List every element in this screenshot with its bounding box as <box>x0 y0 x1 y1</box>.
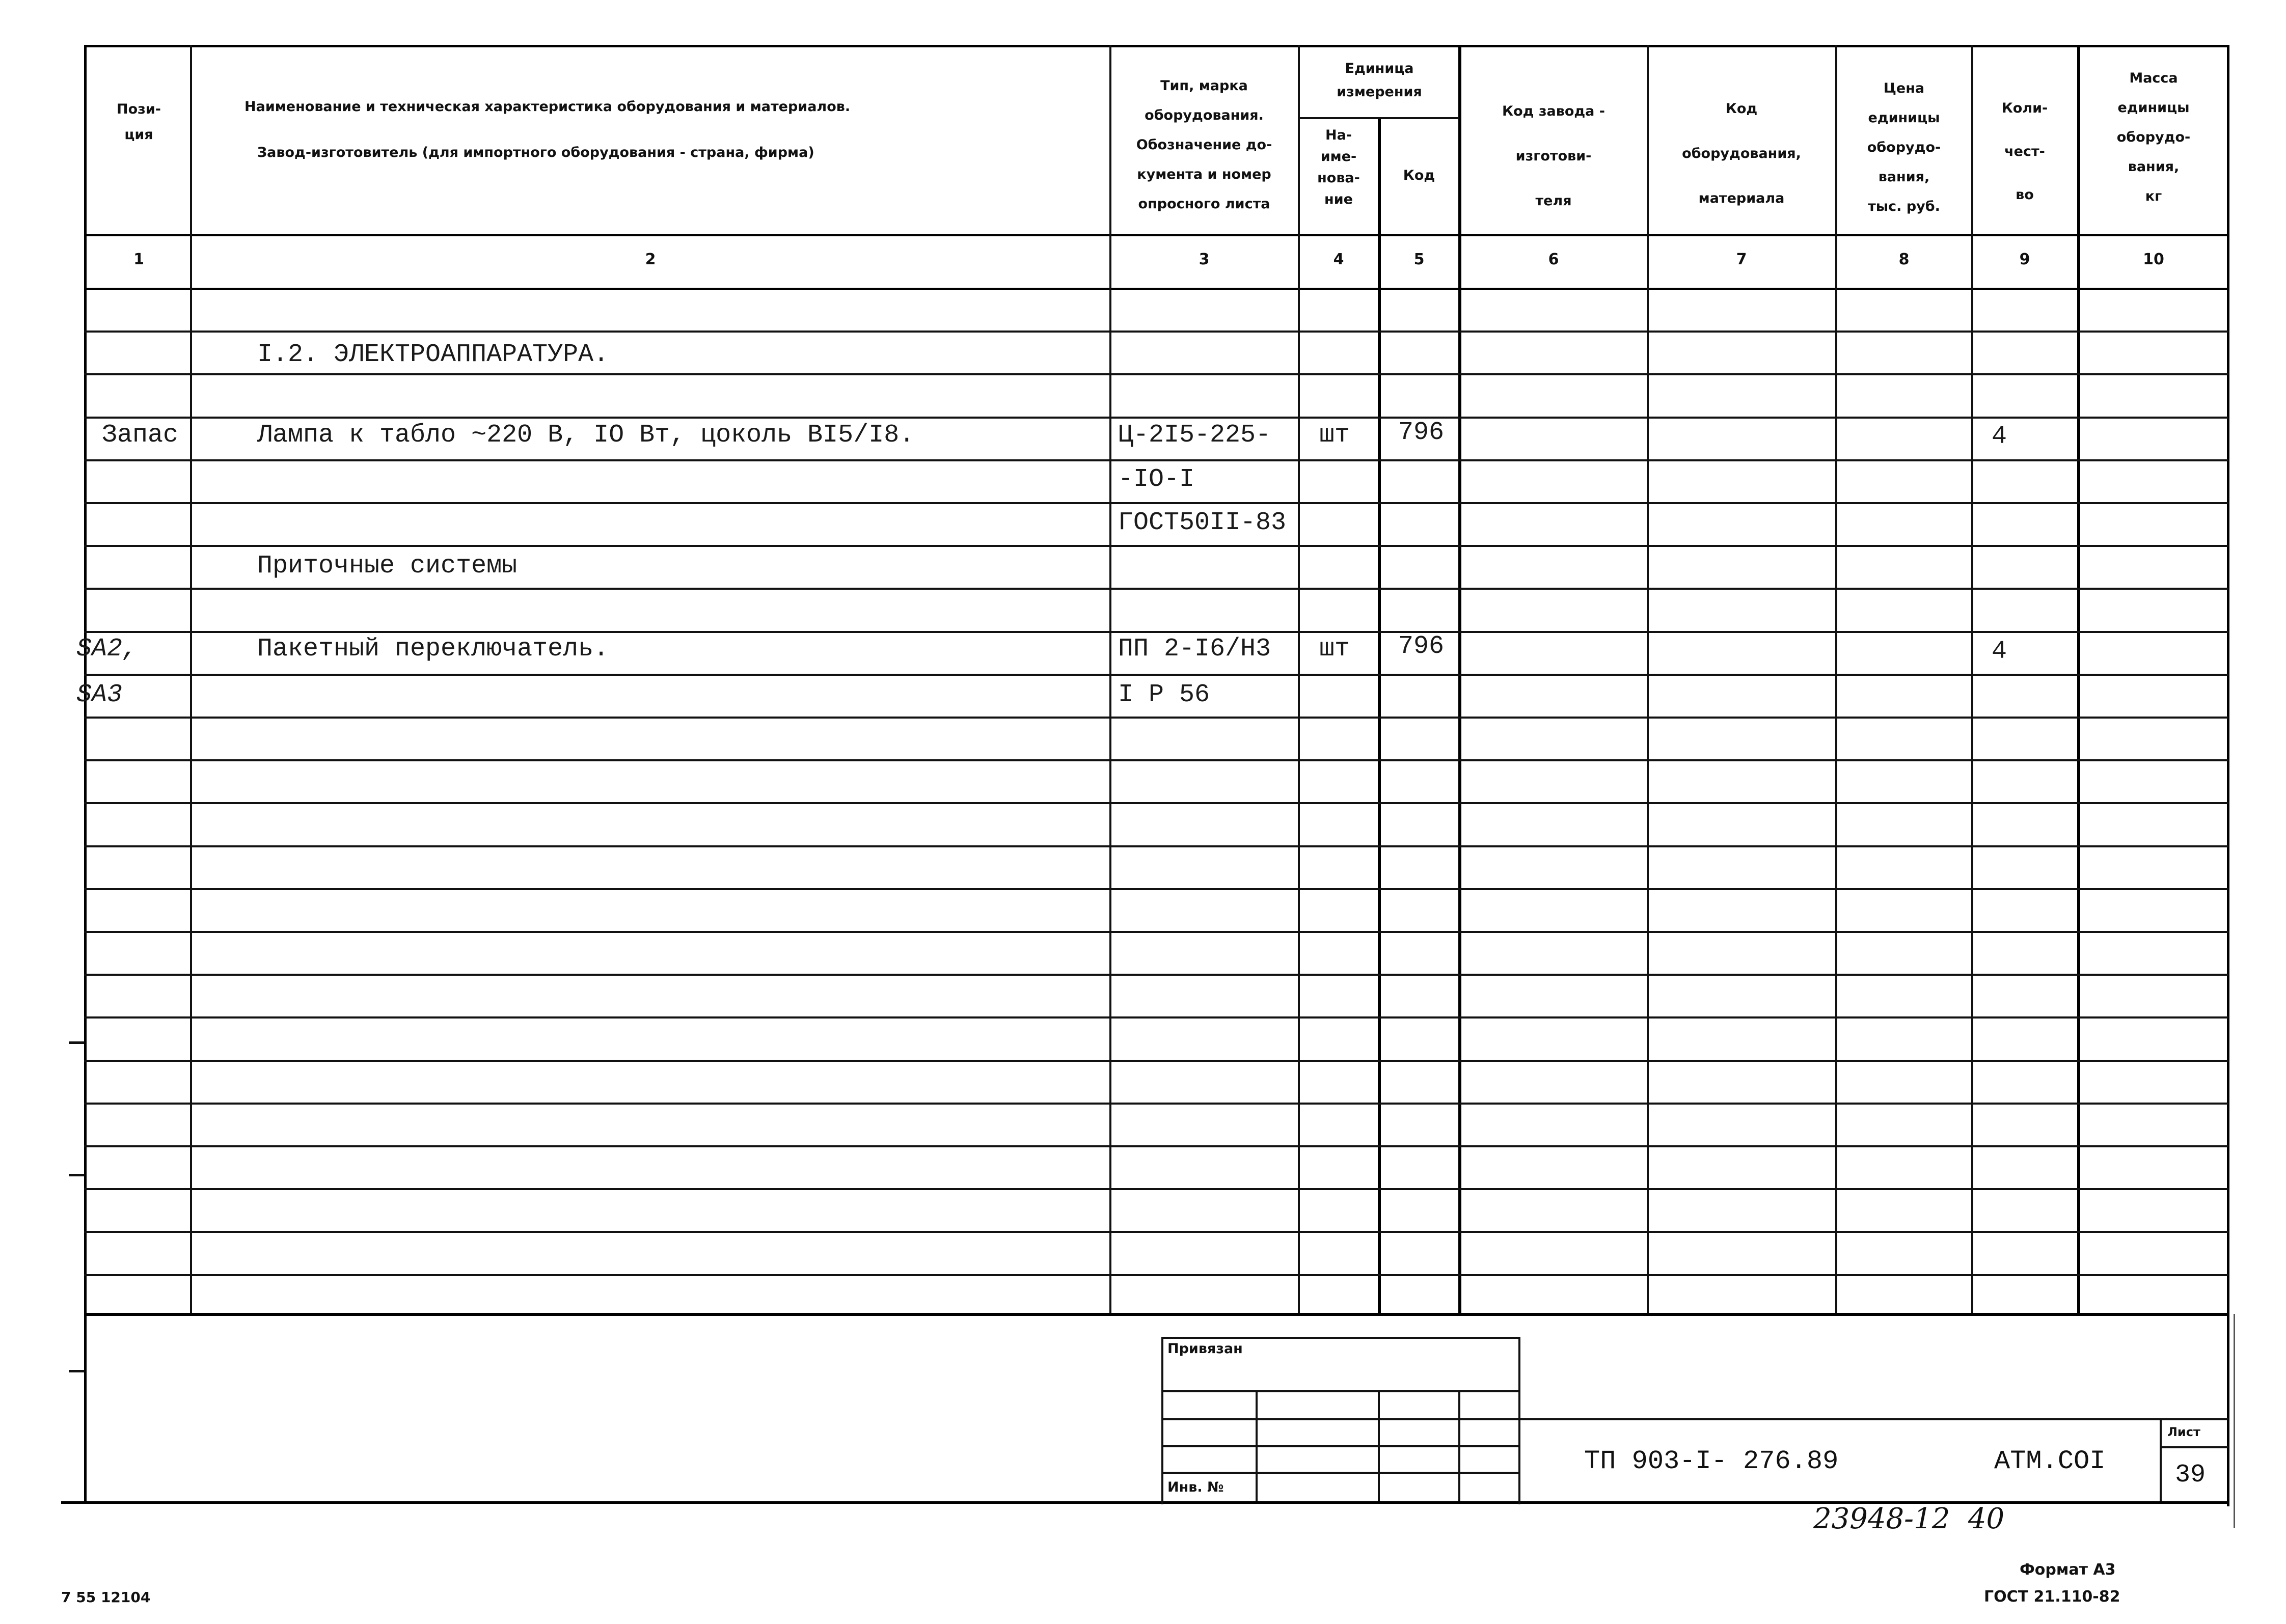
colnum-4: 4 <box>1333 251 1344 268</box>
row-line <box>84 888 2228 890</box>
colnum-9: 9 <box>2019 251 2030 268</box>
row-line <box>84 1231 2228 1233</box>
title-block-top <box>1516 1418 2228 1420</box>
sheet-label: Лист <box>2167 1425 2200 1439</box>
stamp-line <box>1161 1418 1518 1420</box>
header-price: Цена единицы оборудо- вания, тыс. руб. <box>1867 80 1941 214</box>
colnum-5: 5 <box>1413 251 1425 268</box>
stamp-line <box>1458 1390 1460 1501</box>
colnum-3: 3 <box>1199 251 1210 268</box>
document-mark: АТМ.СОI <box>1994 1446 2106 1476</box>
row-unit: шт <box>1319 635 1350 664</box>
header-bottom <box>84 234 2228 236</box>
header-factory-code: Код завода - изготови- теля <box>1502 103 1605 209</box>
row-line <box>84 931 2228 933</box>
colnum-7: 7 <box>1736 251 1747 268</box>
row-line <box>84 845 2228 847</box>
stamp-inv-label: Инв. № <box>1167 1479 1224 1495</box>
header-unit-name: На- име- нова- ние <box>1317 127 1360 207</box>
stamp-line <box>1161 1390 1518 1392</box>
sheet-label-line <box>2160 1446 2228 1448</box>
header-equipment-code: Код оборудования, материала <box>1682 101 1801 206</box>
stamp-privyazan-label: Привязан <box>1167 1341 1243 1357</box>
frame-top <box>84 45 2228 47</box>
col-sep-5 <box>1458 45 1461 1314</box>
header-quantity: Коли- чест- во <box>2001 100 2048 203</box>
row-line <box>84 417 2228 419</box>
stamp-line <box>1256 1390 1258 1501</box>
header-type: Тип, марка оборудования. Обозначение до- кумента и номер опросного листа <box>1136 78 1272 212</box>
print-code: 7 55 12104 <box>61 1589 151 1606</box>
row-line <box>84 1145 2228 1147</box>
header-name-line1: Наименование и техническая характеристика оборудования и материалов. <box>244 99 851 115</box>
row-name: Приточные системы <box>257 552 518 581</box>
row-line <box>84 1016 2228 1019</box>
header-position: Пози- ция <box>117 101 161 143</box>
row-line <box>84 674 2228 676</box>
row-line <box>84 373 2228 375</box>
col-sep-9 <box>2077 45 2080 1314</box>
header-unit-code: Код <box>1403 168 1435 183</box>
row-line <box>84 802 2228 804</box>
unit-group-divider <box>1298 117 1459 119</box>
gost-label: ГОСТ 21.110-82 <box>1984 1588 2120 1606</box>
stamp-line <box>1378 1390 1380 1501</box>
row-line <box>84 1103 2228 1105</box>
col-sep-1 <box>190 45 192 1314</box>
frame-left <box>84 45 87 1502</box>
row-quantity: 4 <box>1992 637 2007 666</box>
row-unit-code: 796 <box>1398 632 1445 661</box>
row-name: Пакетный переключатель. <box>257 635 609 664</box>
row-type: ГОСТ50II-83 <box>1118 508 1287 537</box>
row-line <box>84 1060 2228 1062</box>
margin-mark <box>69 1041 84 1044</box>
row-type: I P 56 <box>1118 680 1210 709</box>
margin-mark <box>2234 1314 2235 1528</box>
col-sep-4 <box>1378 117 1381 1314</box>
row-line <box>84 588 2228 590</box>
colnum-2: 2 <box>645 251 656 268</box>
col-sep-3 <box>1298 45 1300 1314</box>
frame-right <box>2227 45 2229 1506</box>
colnum-10: 10 <box>2143 251 2164 268</box>
margin-mark <box>69 1370 84 1372</box>
row-quantity: 4 <box>1992 422 2007 451</box>
row-position: Запас <box>102 421 179 450</box>
numbers-row-bottom <box>84 288 2228 290</box>
margin-mark <box>69 1174 84 1176</box>
row-line <box>84 974 2228 976</box>
row-line <box>84 759 2228 761</box>
row-position: SA2, <box>76 635 138 664</box>
col-sep-2 <box>1109 45 1111 1314</box>
table-bottom <box>84 1313 2228 1316</box>
header-mass: Масса единицы оборудо- вания, кг <box>2116 70 2191 204</box>
header-unit-group: Единица измерения <box>1337 61 1422 100</box>
row-line <box>84 502 2228 504</box>
row-name: I.2. ЭЛЕКТРОАППАРАТУРА. <box>257 340 609 369</box>
stamp-line <box>1161 1445 1518 1447</box>
row-type: -IO-I <box>1118 465 1195 494</box>
col-sep-7 <box>1835 45 1837 1314</box>
row-type: Ц-2I5-225- <box>1118 421 1271 450</box>
row-name: Лампа к табло ~220 В, IO Вт, цоколь BI5/I8. <box>257 421 915 450</box>
row-unit-code: 796 <box>1398 418 1445 447</box>
row-line <box>84 459 2228 461</box>
row-line <box>84 1274 2228 1276</box>
row-line <box>84 717 2228 719</box>
header-name-line2: Завод-изготовитель (для импортного оборудования - страна, фирма) <box>257 145 814 160</box>
row-unit: шт <box>1319 421 1350 450</box>
col-sep-8 <box>1971 45 1973 1314</box>
document-code: ТП 903-I- 276.89 <box>1584 1446 1839 1476</box>
sheet-number: 39 <box>2175 1461 2206 1490</box>
colnum-1: 1 <box>133 251 144 268</box>
row-type: ПП 2-I6/Н3 <box>1118 635 1271 664</box>
row-line <box>84 545 2228 547</box>
format-label: Формат А3 <box>2020 1561 2116 1579</box>
row-line <box>84 331 2228 333</box>
col-sep-6 <box>1647 45 1649 1314</box>
row-line <box>84 1188 2228 1190</box>
colnum-8: 8 <box>1898 251 1910 268</box>
stamp-line <box>1161 1472 1518 1474</box>
row-line <box>84 631 2228 633</box>
row-position: SA3 <box>76 680 123 709</box>
colnum-6: 6 <box>1548 251 1559 268</box>
handwritten-number: 23948-12 40 <box>1813 1502 2005 1535</box>
